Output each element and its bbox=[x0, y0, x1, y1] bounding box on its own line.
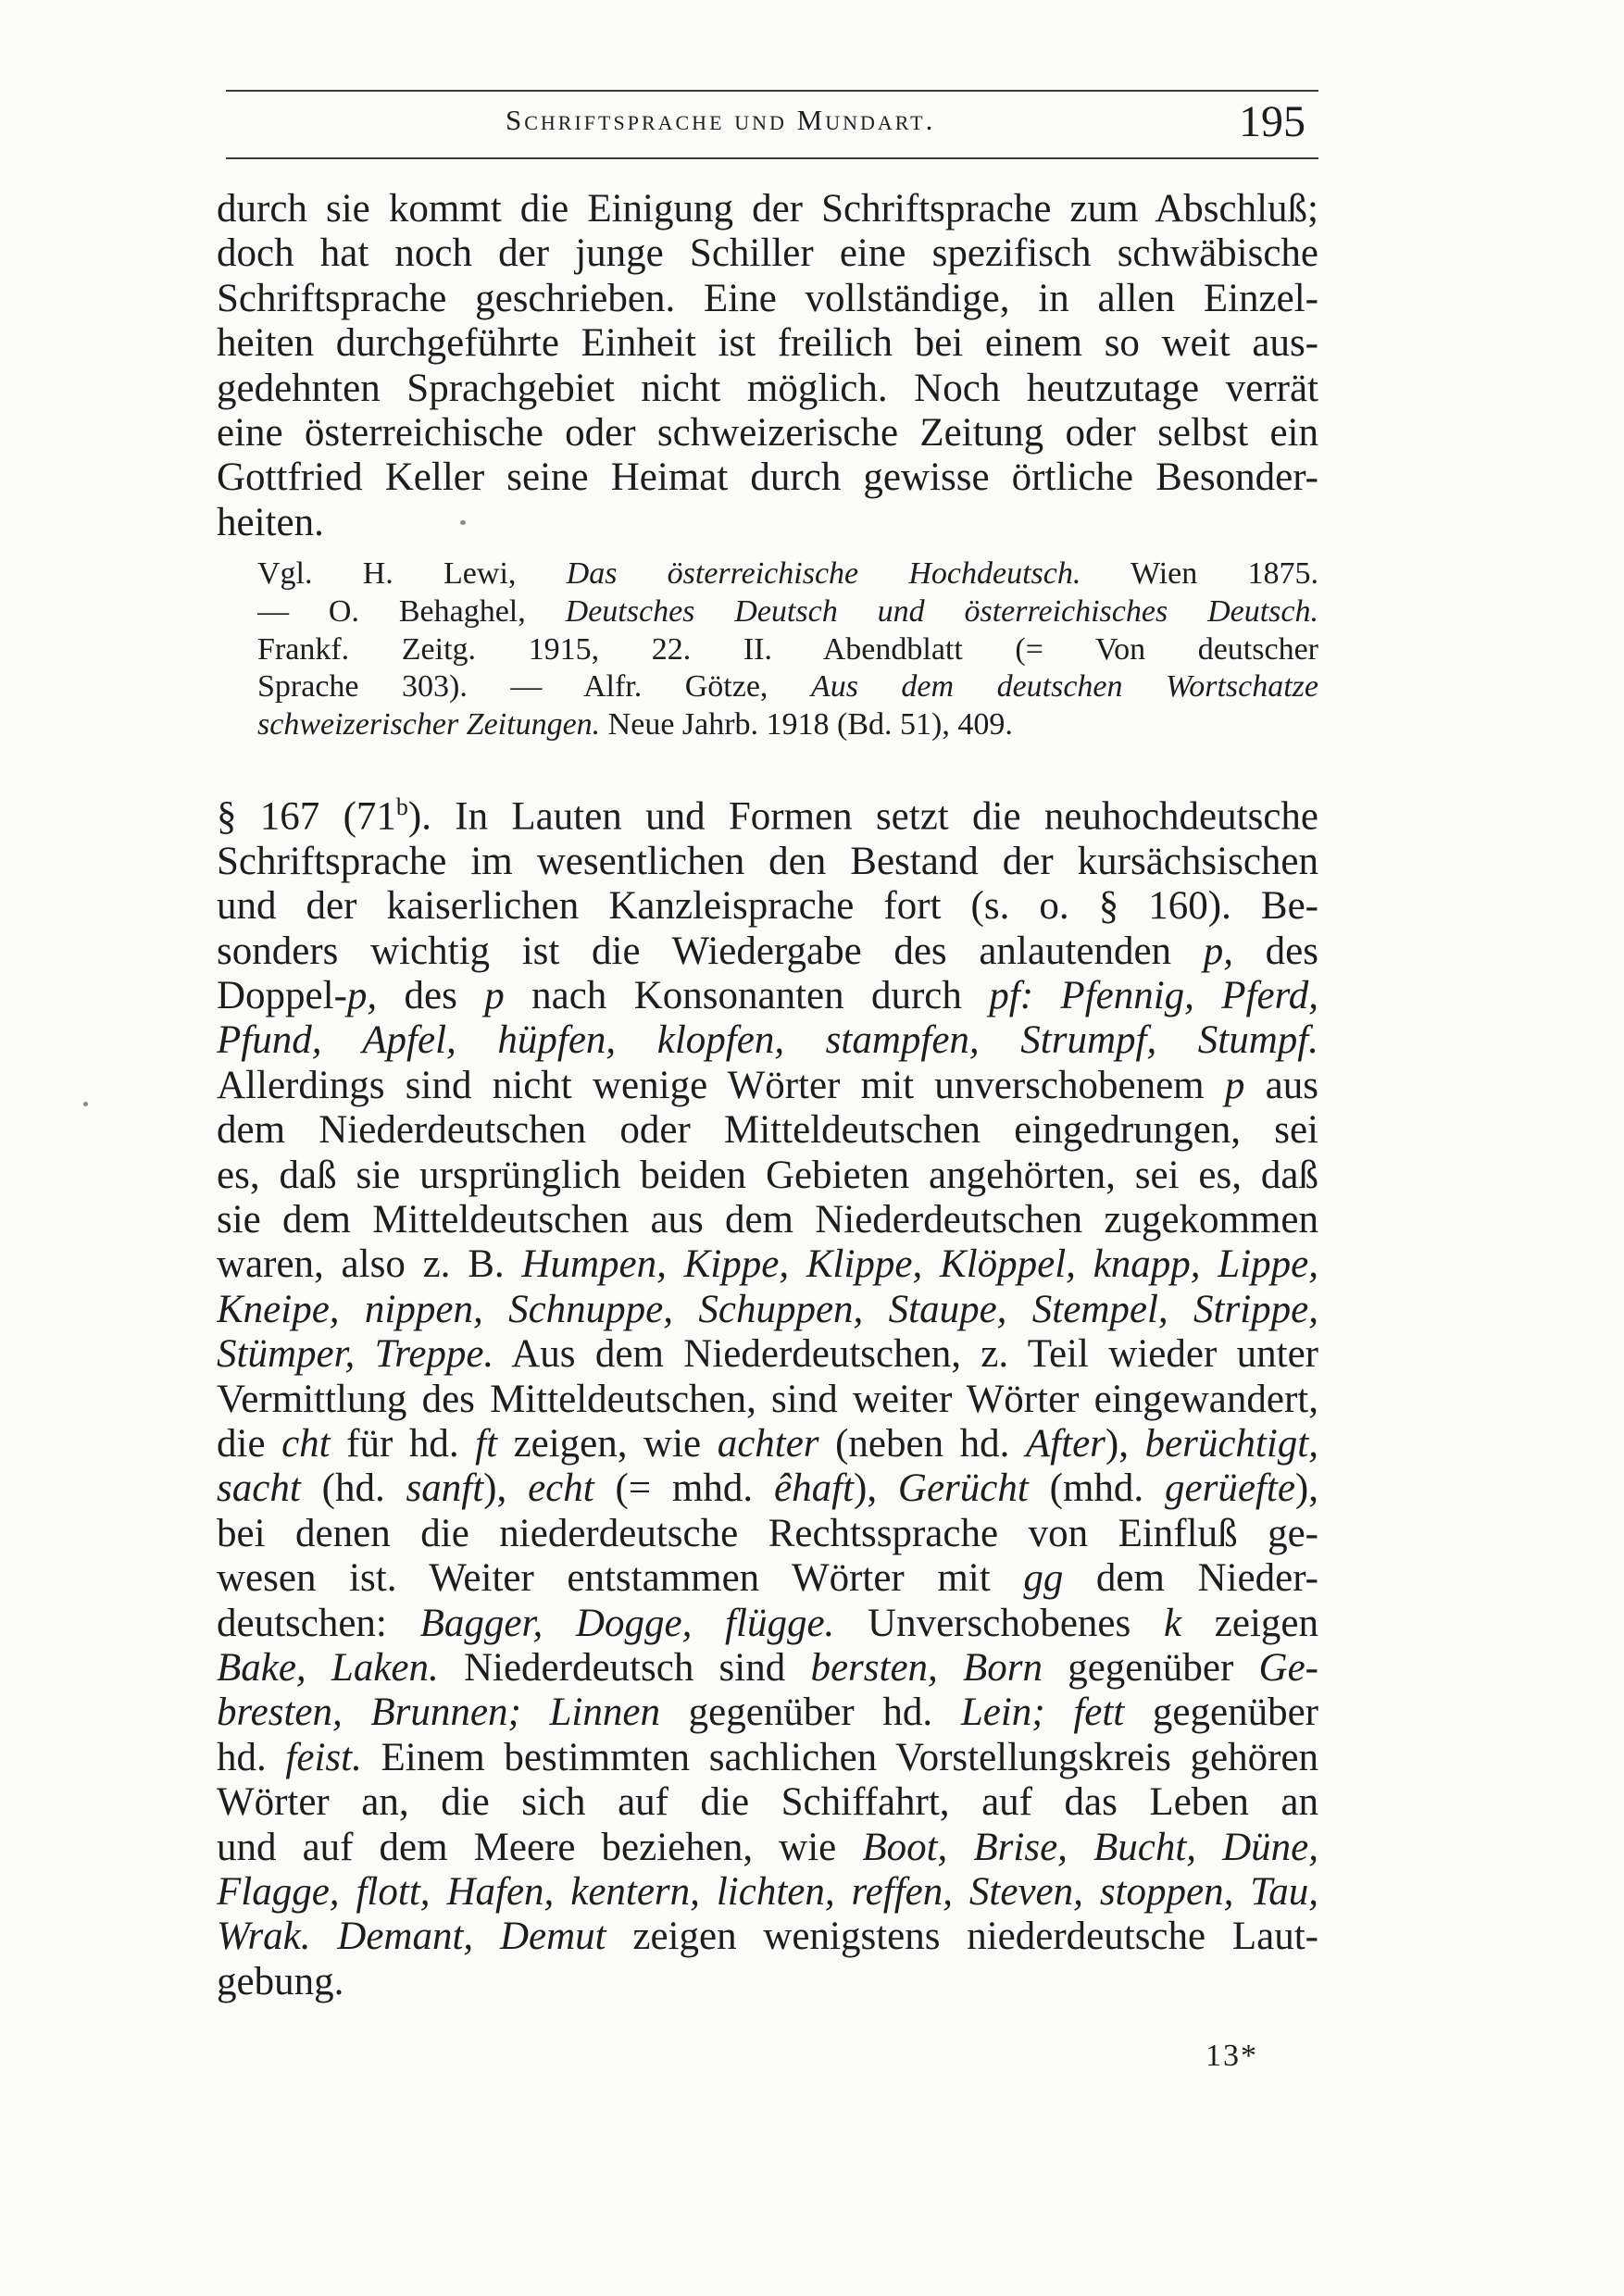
text: (= mhd. bbox=[593, 1466, 775, 1511]
italic-term: pf: Pfennig, Pferd, bbox=[989, 973, 1318, 1017]
section-line bbox=[217, 1422, 1318, 1466]
text: ), bbox=[483, 1466, 529, 1511]
section-line bbox=[217, 1602, 1318, 1646]
italic-term: êhaft bbox=[774, 1466, 854, 1511]
section-line bbox=[217, 1691, 1318, 1735]
section-line: dem Niederdeutschen oder Mitteldeutschen eingedrungen, sei bbox=[217, 1108, 1318, 1153]
italic-term: fett bbox=[1073, 1691, 1125, 1735]
text: des bbox=[1233, 929, 1318, 973]
text: Aus dem Niederdeutschen, z. Teil wieder unter bbox=[493, 1332, 1318, 1377]
section-line: gebung. bbox=[217, 1959, 344, 2003]
note-text: — O. Behaghel, bbox=[257, 593, 566, 629]
note-title: Aus dem deutschen Wortschatze bbox=[810, 669, 1318, 705]
text: (mhd. bbox=[1028, 1466, 1166, 1511]
ink-speck bbox=[83, 1102, 88, 1106]
italic-term: feist. bbox=[285, 1735, 362, 1779]
section-line: Vermittlung des Mitteldeutschen, sind weiter Wörter eingewandert, bbox=[217, 1377, 1318, 1421]
note-line bbox=[257, 555, 1318, 593]
text: Unverschobenes bbox=[834, 1601, 1164, 1645]
note-text: Wien 1875. bbox=[1081, 556, 1318, 591]
italic-term: echt bbox=[528, 1466, 594, 1511]
note-text: Sprache 303). — Alfr. Götze, bbox=[257, 669, 811, 705]
italic-term: bresten, Brunnen; bbox=[217, 1691, 521, 1735]
text-line: durch sie kommt die Einigung der Schriftsprache zum Abschluß; bbox=[217, 187, 1318, 231]
superscript: b bbox=[395, 793, 408, 820]
text: für hd. bbox=[330, 1422, 476, 1466]
header-rule-bottom bbox=[226, 157, 1318, 159]
text: nach Konsonanten durch bbox=[504, 973, 990, 1017]
text: Niederdeutsch sind bbox=[438, 1646, 811, 1691]
italic-term: Stümper, Treppe. bbox=[217, 1332, 494, 1377]
note-title: schweizerischer Zeitungen. bbox=[257, 707, 601, 742]
text: (neben hd. bbox=[818, 1422, 1026, 1466]
text: gegenüber bbox=[1043, 1646, 1259, 1691]
italic-term: sacht bbox=[217, 1466, 301, 1511]
text: zeigen, wie bbox=[497, 1422, 718, 1466]
section-line bbox=[217, 1915, 1318, 1959]
text-line: heiten. bbox=[217, 500, 324, 544]
italic-term: Kneipe, nippen, Schnuppe, Schuppen, Staupe, Stempel, Strippe, bbox=[217, 1287, 1318, 1331]
section-number: § 167 (71 bbox=[217, 794, 396, 839]
italic-term: sanft bbox=[406, 1466, 484, 1511]
section-line bbox=[217, 1736, 1318, 1780]
note-text: Vgl. H. Lewi, bbox=[257, 556, 567, 591]
italic-term: Bake, Laken. bbox=[217, 1646, 439, 1691]
italic-term: Humpen, Kippe, Klippe, Klöppel, knapp, Lippe, bbox=[521, 1242, 1318, 1287]
section-line bbox=[217, 785, 1318, 840]
paragraph-continuation bbox=[217, 187, 1318, 545]
text-line: gedehnten Sprachgebiet nicht möglich. Noch heutzutage verrät bbox=[217, 366, 1318, 410]
italic-term: Bagger, Dogge, flügge. bbox=[419, 1601, 835, 1645]
text: hd. bbox=[217, 1735, 286, 1779]
text: zeigen bbox=[1181, 1601, 1318, 1645]
text: ), bbox=[1294, 1466, 1318, 1511]
section-line bbox=[217, 1466, 1318, 1511]
text: deutschen: bbox=[217, 1601, 420, 1645]
italic-term: ft bbox=[475, 1422, 498, 1466]
italic-term: Pfund, Apfel, hüpfen, klopfen, stampfen, Strumpf, Stumpf. bbox=[217, 1018, 1318, 1063]
italic-term: Wrak. Demant, Demut bbox=[217, 1915, 606, 1959]
ink-speck bbox=[460, 520, 466, 525]
italic-term: p bbox=[1224, 1063, 1245, 1107]
italic-term: Flagge, flott, Hafen, kentern, lichten, reffen, Steven, stoppen, Tau, bbox=[217, 1870, 1318, 1915]
note-title: Das österreichische Hochdeutsch. bbox=[566, 556, 1081, 591]
text: die bbox=[217, 1422, 282, 1466]
text: Doppel- bbox=[217, 973, 347, 1017]
italic-term: gerüefte bbox=[1165, 1466, 1295, 1511]
section-line bbox=[217, 1332, 1318, 1377]
text-line: Gottfried Keller seine Heimat durch gewisse örtliche Besonder- bbox=[217, 455, 1318, 500]
italic-term: gg bbox=[1023, 1556, 1064, 1601]
section-line: Wörter an, die sich auf die Schiffahrt, auf das Leben an bbox=[217, 1780, 1318, 1825]
section-line: Schriftsprache im wesentlichen den Bestand der kursächsischen bbox=[217, 839, 1318, 883]
section-line bbox=[217, 1646, 1318, 1691]
text: Allerdings sind nicht wenige Wörter mit unverschobenem bbox=[217, 1063, 1225, 1107]
section-line: sie dem Mitteldeutschen aus dem Niederdeutschen zugekommen bbox=[217, 1197, 1318, 1242]
italic-term: After bbox=[1025, 1422, 1106, 1466]
bibliographic-notes bbox=[257, 555, 1318, 744]
italic-term: Lein; bbox=[960, 1691, 1045, 1735]
note-line: Frankf. Zeitg. 1915, 22. II. Abendblatt (= Von deutscher bbox=[257, 631, 1318, 667]
text: aus bbox=[1244, 1063, 1318, 1107]
note-line bbox=[257, 706, 1318, 744]
section-line bbox=[217, 1242, 1318, 1287]
text: ). In Lauten und Formen setzt die neuhochdeutsche bbox=[407, 794, 1318, 839]
italic-term: achter bbox=[717, 1422, 819, 1466]
text: gegenüber bbox=[1124, 1691, 1318, 1735]
section-line bbox=[217, 1018, 1318, 1063]
text: Einem bestimmten sachlichen Vorstellungskreis gehören bbox=[361, 1735, 1318, 1779]
section-167 bbox=[217, 785, 1318, 2004]
section-line bbox=[217, 1288, 1318, 1332]
italic-term: p bbox=[484, 973, 505, 1017]
text: des bbox=[377, 973, 485, 1017]
text: (hd. bbox=[300, 1466, 406, 1511]
note-text: Neue Jahrb. 1918 (Bd. 51), 409. bbox=[600, 707, 1013, 742]
section-line bbox=[217, 1556, 1318, 1601]
section-line bbox=[217, 1870, 1318, 1915]
header-rule-top bbox=[226, 90, 1318, 92]
text-line: heiten durchgeführte Einheit ist freilich bei einem so weit aus- bbox=[217, 321, 1318, 366]
italic-term: Boot, Brise, Bucht, Düne, bbox=[862, 1825, 1318, 1869]
italic-term: Linnen bbox=[549, 1691, 660, 1735]
note-line bbox=[257, 593, 1318, 631]
signature-mark: 13* bbox=[1206, 2039, 1258, 2073]
italic-term: Gerücht bbox=[897, 1466, 1029, 1511]
text-line: doch hat noch der junge Schiller eine spezifisch schwäbische bbox=[217, 231, 1318, 276]
italic-term: cht bbox=[281, 1422, 331, 1466]
text-line: eine österreichische oder schweizerische Zeitung oder selbst ein bbox=[217, 411, 1318, 455]
section-line: und der kaiserlichen Kanzleisprache fort (s. o. § 160). Be- bbox=[217, 884, 1318, 929]
section-line bbox=[217, 974, 1318, 1018]
section-line bbox=[217, 1826, 1318, 1870]
page-number: 195 bbox=[1239, 97, 1305, 146]
italic-term: k bbox=[1163, 1601, 1182, 1645]
text: waren, also z. B. bbox=[217, 1242, 522, 1287]
italic-term: Ge- bbox=[1258, 1646, 1318, 1691]
text: ), bbox=[854, 1466, 898, 1511]
text-line: Schriftsprache geschrieben. Eine vollständige, in allen Einzel- bbox=[217, 276, 1318, 320]
text: zeigen wenigstens niederdeutsche Laut- bbox=[606, 1915, 1318, 1959]
note-title: Deutsches Deutsch und österreichisches Deutsch. bbox=[565, 593, 1318, 629]
note-line bbox=[257, 668, 1318, 706]
section-line: es, daß sie ursprünglich beiden Gebieten angehörten, sei es, daß bbox=[217, 1153, 1318, 1197]
section-line bbox=[217, 1064, 1318, 1108]
text: sonders wichtig ist die Wiedergabe des anlautenden bbox=[217, 929, 1204, 973]
text: und auf dem Meere beziehen, wie bbox=[217, 1825, 863, 1869]
text: ), bbox=[1105, 1422, 1145, 1466]
text: wesen ist. Weiter entstammen Wörter mit bbox=[217, 1556, 1024, 1601]
text: gegenüber hd. bbox=[659, 1691, 961, 1735]
text: dem Nieder- bbox=[1063, 1556, 1318, 1601]
italic-term: p, bbox=[346, 973, 378, 1017]
running-head: Schriftsprache und Mundart. bbox=[506, 104, 936, 136]
italic-term: berüchtigt, bbox=[1144, 1422, 1318, 1466]
section-line: bei denen die niederdeutsche Rechtssprache von Einfluß ge- bbox=[217, 1511, 1318, 1555]
section-line bbox=[217, 930, 1318, 974]
italic-term: p, bbox=[1203, 929, 1233, 973]
italic-term: bersten, Born bbox=[810, 1646, 1043, 1691]
